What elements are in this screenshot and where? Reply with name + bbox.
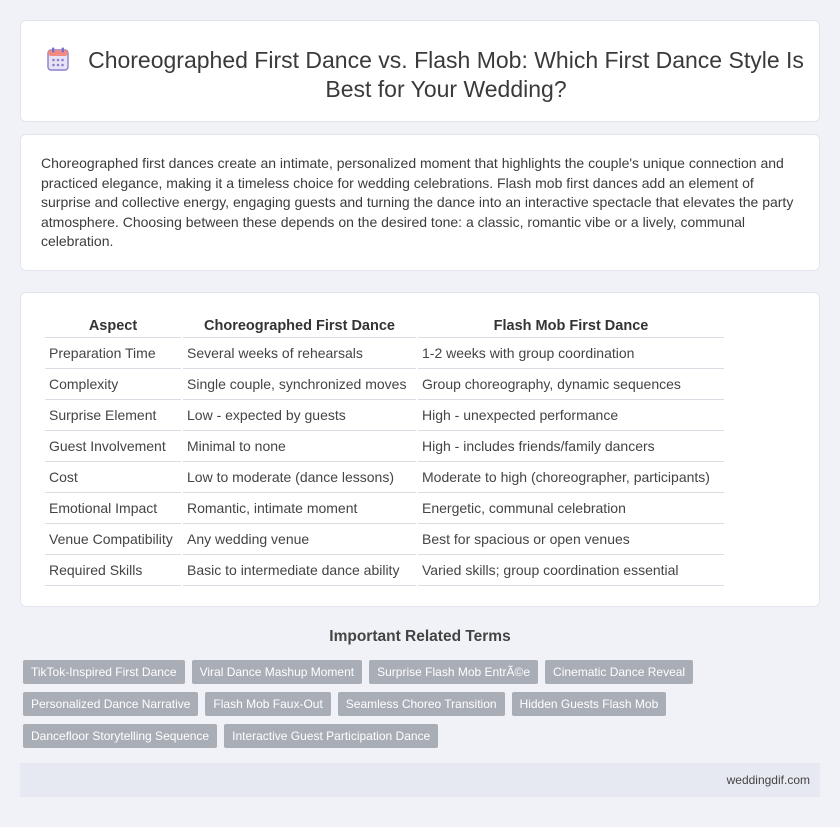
table-cell: High - includes friends/family dancers <box>418 431 724 462</box>
table-row <box>45 555 724 586</box>
related-term-tag[interactable]: Seamless Choreo Transition <box>338 692 505 716</box>
related-term-tag[interactable]: Viral Dance Mashup Moment <box>192 660 363 684</box>
tag-row <box>23 692 723 716</box>
table-cell: Romantic, intimate moment <box>183 493 416 524</box>
related-term-tag[interactable]: Surprise Flash Mob EntrÃ©e <box>369 660 538 684</box>
table-cell: Varied skills; group coordination essential <box>418 555 724 586</box>
related-term-tag[interactable]: Personalized Dance Narrative <box>23 692 198 716</box>
table-header-row <box>45 315 724 338</box>
table-cell: High - unexpected performance <box>418 400 724 431</box>
intro-card <box>20 134 820 271</box>
table-cell: Single couple, synchronized moves <box>183 369 416 400</box>
table-row <box>45 369 724 400</box>
column-header-flash-mob: Flash Mob First Dance <box>418 315 724 338</box>
related-terms-list <box>23 660 723 756</box>
table-cell: Best for spacious or open venues <box>418 524 724 555</box>
table-cell: Cost <box>45 462 181 493</box>
footer-site-link[interactable]: weddingdif.com <box>726 773 810 787</box>
related-term-tag[interactable]: Dancefloor Storytelling Sequence <box>23 724 217 748</box>
table-cell: Basic to intermediate dance ability <box>183 555 416 586</box>
related-term-tag[interactable]: TikTok-Inspired First Dance <box>23 660 185 684</box>
table-cell: 1-2 weeks with group coordination <box>418 338 724 369</box>
table-row <box>45 493 724 524</box>
table-cell: Group choreography, dynamic sequences <box>418 369 724 400</box>
table-cell: Complexity <box>45 369 181 400</box>
table-cell: Emotional Impact <box>45 493 181 524</box>
table-cell: Venue Compatibility <box>45 524 181 555</box>
related-term-tag[interactable]: Hidden Guests Flash Mob <box>512 692 667 716</box>
table-cell: Surprise Element <box>45 400 181 431</box>
table-cell: Any wedding venue <box>183 524 416 555</box>
comparison-card <box>20 292 820 607</box>
related-terms-heading: Important Related Terms <box>329 628 511 645</box>
column-header-choreographed: Choreographed First Dance <box>183 315 416 338</box>
related-term-tag[interactable]: Interactive Guest Participation Dance <box>224 724 438 748</box>
calendar-icon <box>47 47 69 71</box>
related-term-tag[interactable]: Flash Mob Faux-Out <box>205 692 330 716</box>
table-cell: Preparation Time <box>45 338 181 369</box>
table-cell: Required Skills <box>45 555 181 586</box>
intro-paragraph: Choreographed first dances create an intimate, personalized moment that highlights the couple's unique connection and practiced elegance, making it a timeless choice for wedding celebrations. Flash mob first dances add an element of surprise and collective energy, engaging guests and turning the dance into an interactive spectacle that elevates the party atmosphere. Choosing between these depends on the desired tone: a classic, romantic vibe or a lively, communal celebration. <box>41 155 794 250</box>
table-cell: Low to moderate (dance lessons) <box>183 462 416 493</box>
table-row <box>45 338 724 369</box>
table-cell: Moderate to high (choreographer, participants) <box>418 462 724 493</box>
tag-row <box>23 724 723 748</box>
table-row <box>45 431 724 462</box>
table-cell: Guest Involvement <box>45 431 181 462</box>
tag-row <box>23 660 723 684</box>
table-cell: Several weeks of rehearsals <box>183 338 416 369</box>
table-cell: Low - expected by guests <box>183 400 416 431</box>
table-cell: Minimal to none <box>183 431 416 462</box>
page-title: Choreographed First Dance vs. Flash Mob: Which First Dance Style Is Best for Your Wedding? <box>88 47 804 102</box>
column-header-aspect: Aspect <box>45 315 181 338</box>
comparison-table <box>43 315 726 586</box>
table-row <box>45 524 724 555</box>
table-cell: Energetic, communal celebration <box>418 493 724 524</box>
table-row <box>45 462 724 493</box>
related-term-tag[interactable]: Cinematic Dance Reveal <box>545 660 693 684</box>
title-card <box>20 20 820 122</box>
table-row <box>45 400 724 431</box>
footer <box>20 763 820 797</box>
